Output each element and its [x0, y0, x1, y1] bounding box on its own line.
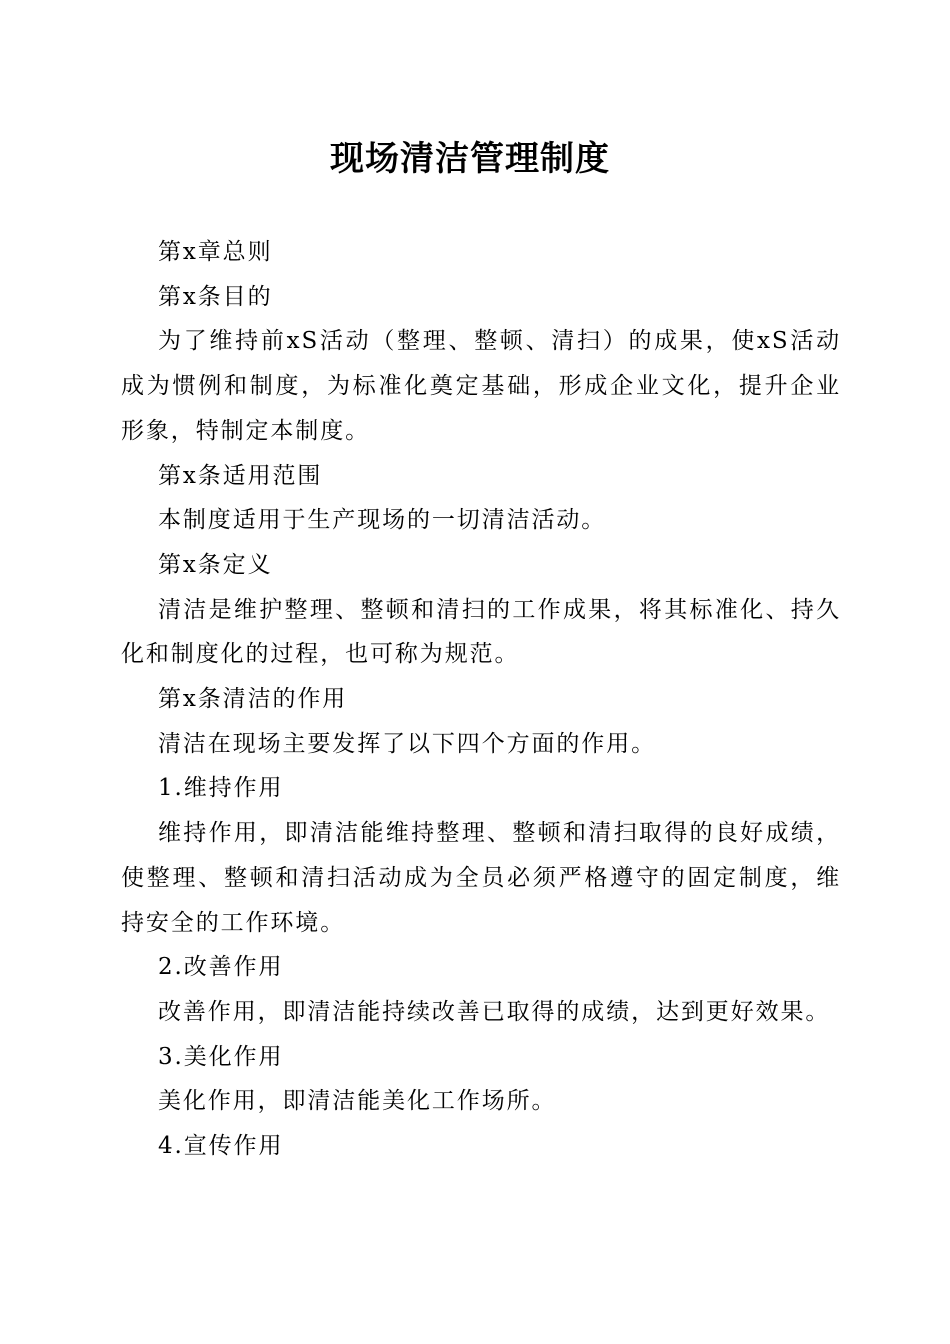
list-item-heading: 4.宣传作用 [158, 1133, 284, 1160]
list-item-heading: 2.改善作用 [158, 954, 284, 981]
body-paragraph: 清洁是维护整理、整顿和清扫的工作成果，将其标准化、持久化和制度化的过程，也可称为规范。 [121, 596, 841, 668]
body-paragraph: 本制度适用于生产现场的一切清洁活动。 [158, 507, 607, 534]
article-heading: 第x条清洁的作用 [158, 686, 348, 713]
article-heading: 第x条适用范围 [158, 462, 323, 489]
list-item-heading: 3.美化作用 [158, 1043, 284, 1070]
article-heading: 第x条定义 [158, 551, 273, 578]
chapter-heading: 第x章总则 [158, 239, 273, 265]
list-item-heading: 1.维持作用 [158, 775, 284, 802]
body-paragraph: 维持作用，即清洁能维持整理、整顿和清扫取得的良好成绩，使整理、整顿和清扫活动成为全员必须严格遵守的固定制度，维持安全的工作环境。 [121, 820, 841, 936]
document-body [121, 230, 841, 1169]
body-paragraph: 改善作用，即清洁能持续改善已取得的成绩，达到更好效果。 [158, 998, 831, 1025]
article-heading: 第x条目的 [158, 283, 273, 310]
body-paragraph: 为了维持前xS活动（整理、整顿、清扫）的成果，使xS活动成为惯例和制度，为标准化奠定基础，形成企业文化，提升企业形象，特制定本制度。 [121, 328, 841, 444]
body-paragraph: 美化作用，即清洁能美化工作场所。 [158, 1088, 557, 1115]
document-title: 现场清洁管理制度 [330, 139, 610, 179]
body-paragraph: 清洁在现场主要发挥了以下四个方面的作用。 [158, 730, 656, 757]
